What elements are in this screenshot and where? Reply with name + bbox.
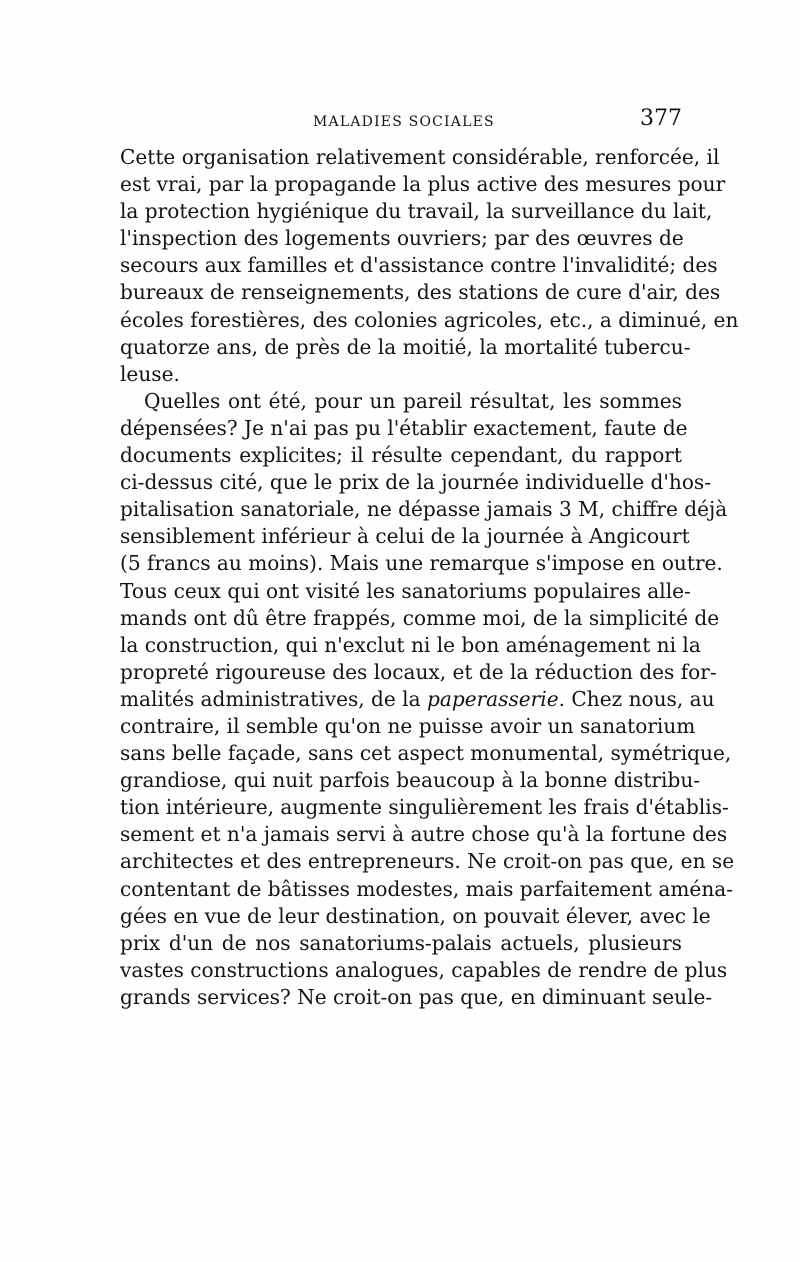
text-line: tion intérieure, augmente singulièrement les frais d'établis- [120,795,729,820]
paragraph-2 [120,388,735,1011]
text-line: Cette organisation relativement considérable, renforcée, il [120,145,720,169]
text-line: la construction, qui n'exclut ni le bon aménagement ni la [120,632,701,657]
text-line: l'inspection des logements ouvriers; par des œuvres de [120,226,684,251]
text-line: sensiblement inférieur à celui de la journée à Angicourt [120,524,690,549]
page-header [120,104,682,142]
text-line: mands ont dû être frappés, comme moi, de la simplicité de [120,605,720,630]
text-line: gées en vue de leur destination, on pouvait élever, avec le [120,903,711,928]
text-line: (5 francs au moins). Mais une remarque s'impose en outre. [120,551,723,576]
italic-word: paperasserie [426,686,559,711]
text-line: sement et n'a jamais servi à autre chose qu'à la fortune des [120,822,728,847]
running-head: MALADIES SOCIALES [313,114,495,130]
text-line: prix d'un de nos sanatoriums-palais actuels, plusieurs [120,930,682,955]
text-line: grandiose, qui nuit parfois beaucoup à la bonne distribu- [120,768,701,793]
text-line: écoles forestières, des colonies agricoles, etc., a diminué, en [120,307,739,332]
text-line: dépensées? Je n'ai pas pu l'établir exactement, faute de [120,415,688,440]
text-line: pitalisation sanatoriale, ne dépasse jamais 3 M, chiffre déjà [120,497,728,522]
text-line: malités administratives, de la paperasserie. Chez nous, au [120,686,715,711]
text-line: propreté rigoureuse des locaux, et de la réduction des for- [120,659,717,684]
text-line: architectes et des entrepreneurs. Ne croit-on pas que, en se [120,849,735,874]
text-line: leuse. [120,361,180,386]
text-line: grands services? Ne croit-on pas que, en diminuant seule- [120,984,713,1009]
text-line: contraire, il semble qu'on ne puisse avoir un sanatorium [120,713,696,738]
text-line: vastes constructions analogues, capables de rendre de plus [120,957,728,982]
text-line: secours aux familles et d'assistance contre l'invalidité; des [120,253,718,278]
body-text [120,144,739,1011]
text-line: quatorze ans, de près de la moitié, la mortalité tubercu- [120,334,691,359]
text-line: ci-dessus cité, que le prix de la journée individuelle d'hos- [120,470,712,495]
page-number: 377 [640,106,682,131]
text-line: la protection hygiénique du travail, la surveillance du lait, [120,199,713,224]
paragraph-1 [120,144,739,388]
text-line: contentant de bâtisses modestes, mais parfaitement aména- [120,876,734,901]
text-line: est vrai, par la propagande la plus active des mesures pour [120,172,726,197]
text-line: Quelles ont été, pour un pareil résultat, les sommes [144,388,682,413]
text-line: documents explicites; il résulte cependant, du rapport [120,443,682,468]
text-line: bureaux de renseignements, des stations de cure d'air, des [120,280,721,305]
text-line: Tous ceux qui ont visité les sanatoriums populaires alle- [120,578,691,603]
text-line: sans belle façade, sans cet aspect monumental, symétrique, [120,741,732,766]
